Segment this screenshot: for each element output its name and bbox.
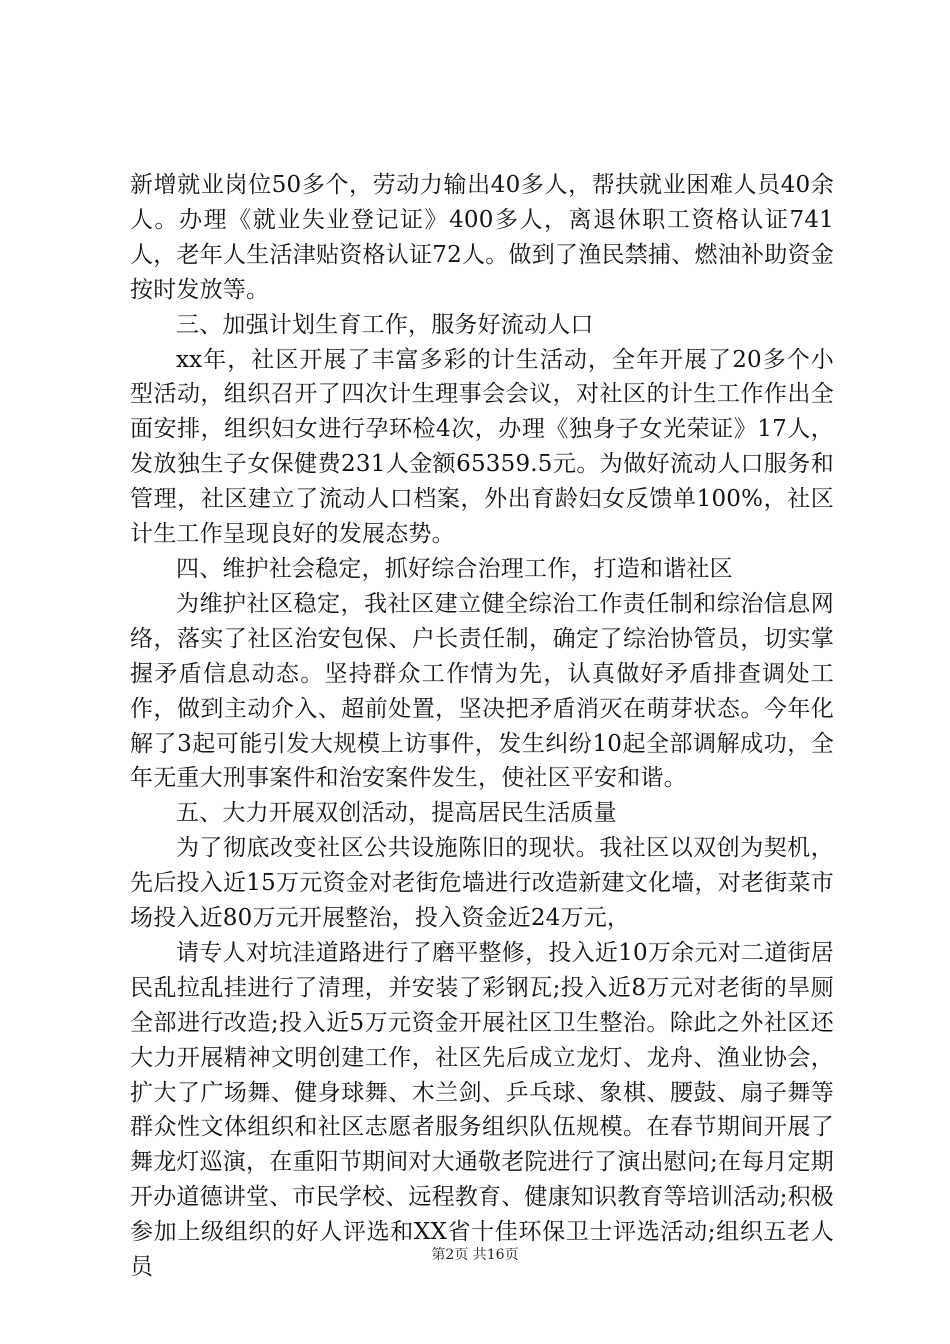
page-number-label: 第2页 共16页 — [431, 1247, 519, 1263]
paragraph-road-repair: 请专人对坑洼道路进行了磨平整修，投入近10万余元对二道街居民乱拉乱挂进行了清理，并安装了彩钢瓦;投入近8万元对老街的旱厕全部进行改造;投入近5万元资金开展社区卫生整治。除此之外社区还大力开展精神文明创建工作，社区先后成立龙灯、龙舟、渔业协会，扩大了广场舞、健身球舞、木兰剑、乒乓球、象棋、腰鼓、扇子舞等群众性文体组织和社区志愿者服务组织队伍规模。在春节期间开展了舞龙灯巡演，在重阳节期间对大通敬老院进行了演出慰问;在每月定期开办道德讲堂、市民学校、远程教育、健康知识教育等培训活动;积极参加上级组织的好人评选和XX省十佳环保卫士评选活动;组织五老人员 — [130, 939, 834, 1281]
page-footer — [0, 1245, 950, 1265]
paragraph-social-stability: 为维护社区稳定，我社区建立健全综治工作责任制和综治信息网络，落实了社区治安包保、户长责任制，确定了综治协管员，切实掌握矛盾信息动态。坚持群众工作情为先，认真做好矛盾排查调处工作，做到主动介入、超前处置，坚决把矛盾消灭在萌芽状态。今年化解了3起可能引发大规模上访事件，发生纠纷10起全部调解成功，全年无重大刑事案件和治安案件发生，使社区平安和谐。 — [130, 590, 834, 792]
section-heading-dual-creation: 五、大力开展双创活动，提高居民生活质量 — [176, 800, 617, 827]
paragraph-employment: 新增就业岗位50多个，劳动力输出40多人，帮扶就业困难人员40余人。办理《就业失业登记证》400多人，离退休职工资格认证741人，老年人生活津贴资格认证72人。做到了渔民禁捕、燃油补助资金按时发放等。 — [130, 172, 834, 303]
section-heading-social-stability: 四、维护社会稳定，抓好综合治理工作，打造和谐社区 — [176, 555, 733, 582]
paragraph-public-facilities: 为了彻底改变社区公共设施陈旧的现状。我社区以双创为契机，先后投入近15万元资金对老街危墙进行改造新建文化墙，对老街菜市场投入近80万元开展整治，投入资金近24万元， — [130, 835, 834, 932]
document-body — [130, 168, 834, 1285]
paragraph-family-planning: xx年，社区开展了丰富多彩的计生活动，全年开展了20多个小型活动，组织召开了四次计生理事会会议，对社区的计生工作作出全面安排，组织妇女进行孕环检4次，办理《独身子女光荣证》17人，发放独生子女保健费231人金额65359.5元。为做好流动人口服务和管理，社区建立了流动人口档案，外出育龄妇女反馈单100%，社区计生工作呈现良好的发展态势。 — [130, 346, 834, 548]
section-heading-family-planning: 三、加强计划生育工作，服务好流动人口 — [176, 311, 594, 338]
